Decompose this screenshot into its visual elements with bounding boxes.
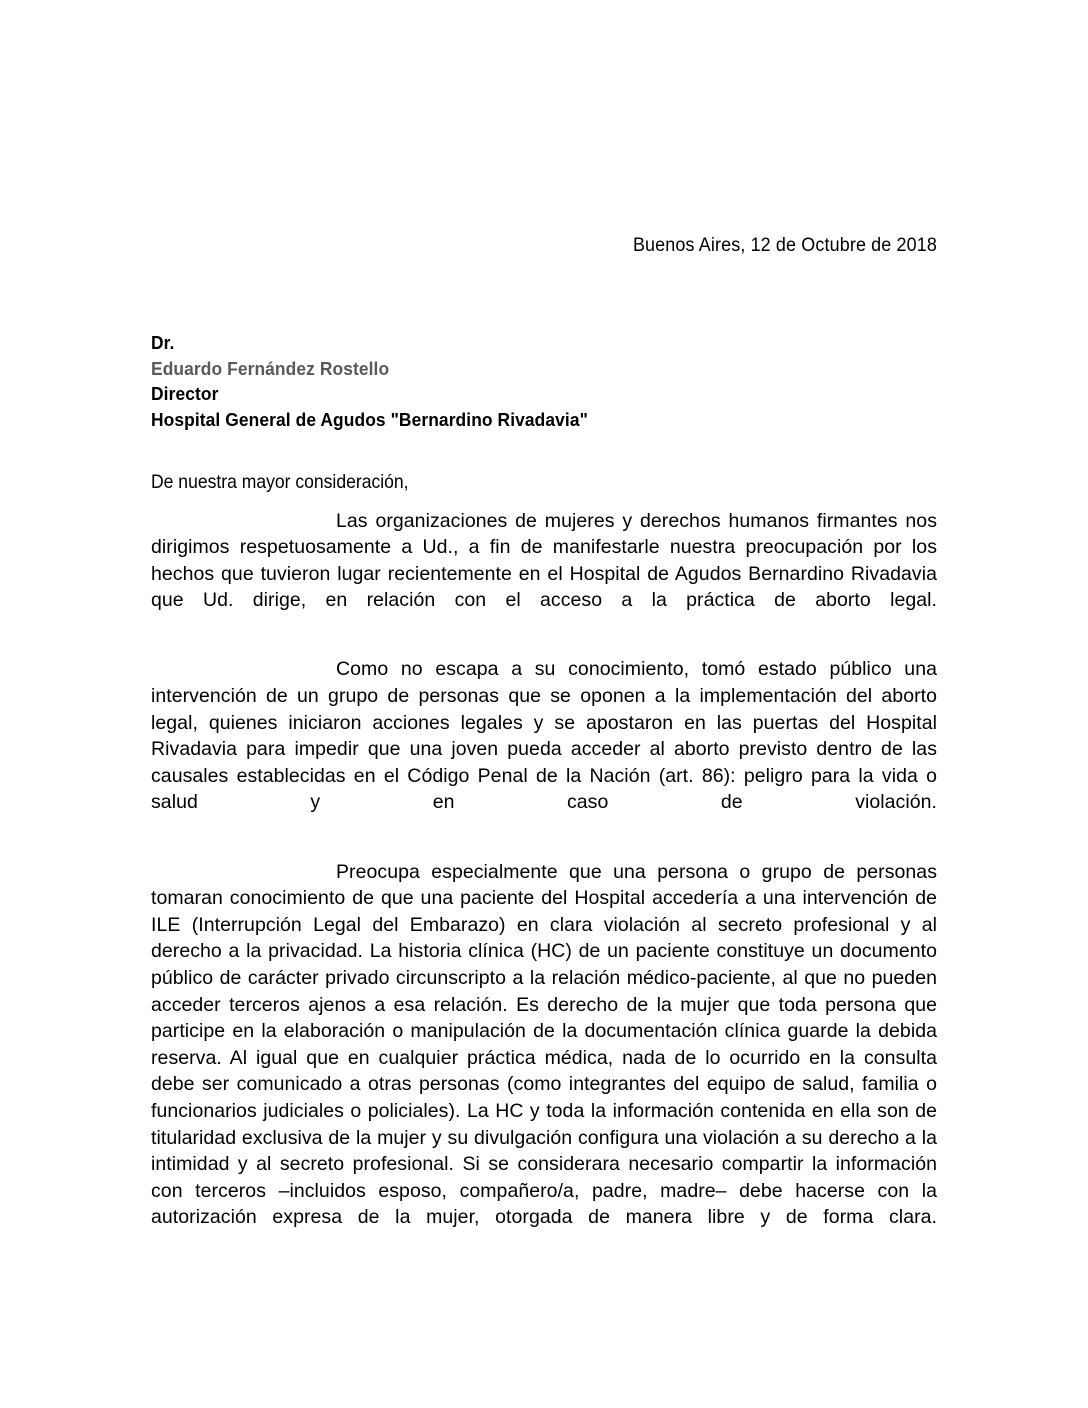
letter-content: [151, 0, 937, 1258]
addressee-block: [151, 330, 937, 432]
salutation: De nuestra mayor consideración,: [151, 471, 409, 493]
addressee-organization: Hospital General de Agudos "Bernardino Rivadavia": [151, 408, 588, 430]
body-paragraph-1: Las organizaciones de mujeres y derechos humanos firmantes nos dirigimos respetuosamente a Ud., a fin de manifestarle nuestra preocupación por los hechos que tuvieron lugar recientemente en el Hospital de Agudos Bernardino Rivadavia que Ud. dirige, en relación con el acceso a la práctica de aborto legal.: [151, 509, 937, 612]
body-paragraph-2: Como no escapa a su conocimiento, tomó estado público una intervención de un grupo de personas que se oponen a la implementación del aborto legal, quienes iniciaron acciones legales y se apostaron en las puertas del Hospital Rivadavia para impedir que una joven pueda acceder al aborto previsto dentro de las causales establecidas en el Código Penal de la Nación (art. 86): peligro para la vida o salud y en caso de violación.: [151, 658, 937, 814]
addressee-name: Eduardo Fernández Rostello: [151, 357, 390, 379]
addressee-role: Director: [151, 383, 219, 404]
date-line: Buenos Aires, 12 de Octubre de 2018: [632, 234, 937, 256]
body-paragraph-3: Preocupa especialmente que una persona o grupo de personas tomaran conocimiento de que una paciente del Hospital accedería a una intervención de ILE (Interrupción Legal del Embarazo) en clara violación al secreto profesional y al derecho a la privacidad. La historia clínica (HC) de un paciente constituye un documento público de carácter privado circunscripto a la relación médico-paciente, al que no pueden acceder terceros ajenos a esa relación. Es derecho de la mujer que toda persona que participe en la elaboración o manipulación de la documentación clínica guarde la debida reserva. Al igual que en cualquier práctica médica, nada de lo ocurrido en la consulta debe ser comunicado a otras personas (como integrantes del equipo de salud, familia o funcionarios judiciales o policiales). La HC y toda la información contenida en ella son de titularidad exclusiva de la mujer y su divulgación configura una violación a su derecho a la intimidad y al secreto profesional. Si se considerara necesario compartir la información con terceros –incluidos esposo, compañero/a, padre, madre– debe hacerse con la autorización expresa de la mujer, otorgada de manera libre y de forma clara.: [151, 860, 937, 1229]
addressee-title: Dr.: [151, 332, 175, 353]
letter-body: [151, 508, 937, 1258]
